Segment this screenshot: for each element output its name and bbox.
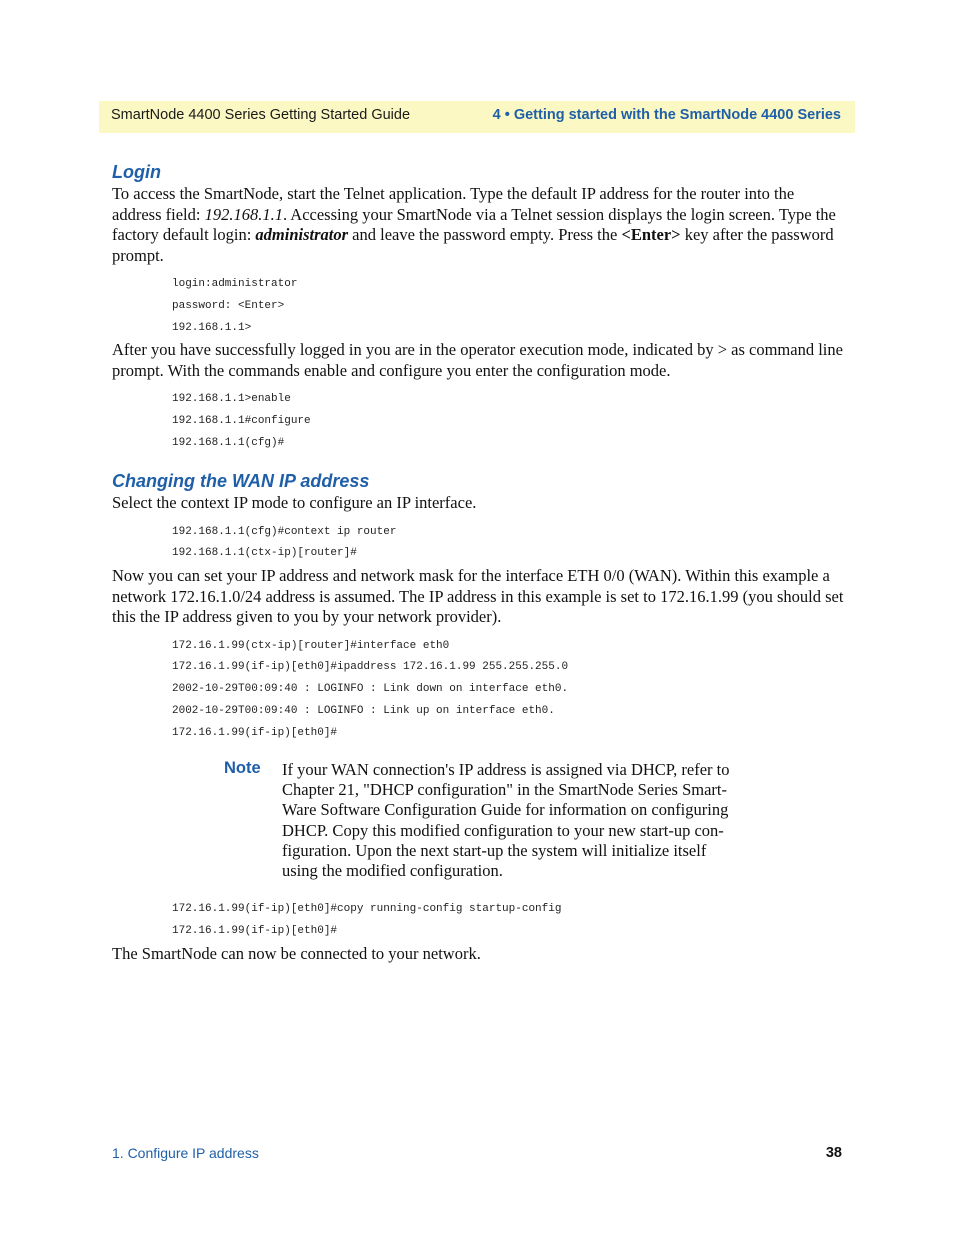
page-number: 38 — [825, 1145, 842, 1161]
header-chapter-title: 4 • Getting started with the SmartNode 4400 Series — [492, 107, 841, 123]
code-line: 172.16.1.99(if-ip)[eth0]#ipaddress 172.16.1.99 255.255.255.0 — [172, 661, 569, 673]
wan-heading: Changing the WAN IP address — [112, 471, 370, 491]
code-line: 192.168.1.1(cfg)# — [172, 437, 285, 449]
login-intro-paragraph: To access the SmartNode, start the Telnet application. Type the default IP address for the router into the address field: 192.168.1.1. Accessing your SmartNode via a Telnet session displays the login screen. Type the factory default login: administrator and leave the password empty. Press the <Enter> key after the password prompt. — [112, 184, 836, 265]
default-ip: 192.168.1.1 — [204, 204, 283, 224]
running-header — [99, 101, 855, 133]
header-guide-title: SmartNode 4400 Series Getting Started Guide — [111, 107, 411, 123]
code-line: 2002-10-29T00:09:40 : LOGINFO : Link up on interface eth0. — [172, 705, 555, 717]
code-line: 192.168.1.1> — [172, 322, 252, 334]
note-label: Note — [224, 759, 261, 777]
default-login: administrator — [255, 225, 349, 244]
code-line: password: <Enter> — [172, 300, 285, 312]
note-text: If your WAN connection's IP address is assigned via DHCP, refer to Chapter 21, "DHCP configuration" in the SmartNode Series Smart- Ware Software Configuration Guide for information on configuring DHCP. Copy this modified configuration to your new start-up con- figuration. Upon the next start-up the system will initialize itself using the modified configuration. — [282, 760, 730, 881]
code-line: 172.16.1.99(if-ip)[eth0]# — [172, 727, 338, 739]
code-line: 2002-10-29T00:09:40 : LOGINFO : Link down on interface eth0. — [172, 683, 569, 695]
footer-section-link: 1. Configure IP address — [112, 1145, 259, 1161]
code-line: 192.168.1.1(ctx-ip)[router]# — [172, 547, 357, 559]
code-line: login:administrator — [172, 278, 298, 290]
code-line: 172.16.1.99(if-ip)[eth0]#copy running-config startup-config — [172, 903, 562, 915]
enter-key: <Enter> — [621, 225, 681, 244]
context-ip-paragraph: Select the context IP mode to configure an IP interface. — [112, 493, 477, 512]
code-line: 192.168.1.1>enable — [172, 393, 291, 405]
code-line: 192.168.1.1#configure — [172, 415, 311, 427]
operator-mode-paragraph: After you have successfully logged in you are in the operator execution mode, indicated by > as command line prompt. With the commands enable and configure you enter the configuration mode. — [112, 340, 843, 380]
code-line: 192.168.1.1(cfg)#context ip router — [172, 526, 397, 538]
code-line: 172.16.1.99(ctx-ip)[router]#interface eth0 — [172, 640, 450, 652]
closing-paragraph: The SmartNode can now be connected to your network. — [112, 944, 481, 963]
wan-address-paragraph: Now you can set your IP address and network mask for the interface ETH 0/0 (WAN). Within this example a network 172.16.1.0/24 address is assumed. The IP address in this example is set to 172.16.1.99 (you should set this the IP address given to you by your network provider). — [112, 566, 844, 626]
login-heading: Login — [112, 162, 161, 182]
code-line: 172.16.1.99(if-ip)[eth0]# — [172, 925, 338, 937]
